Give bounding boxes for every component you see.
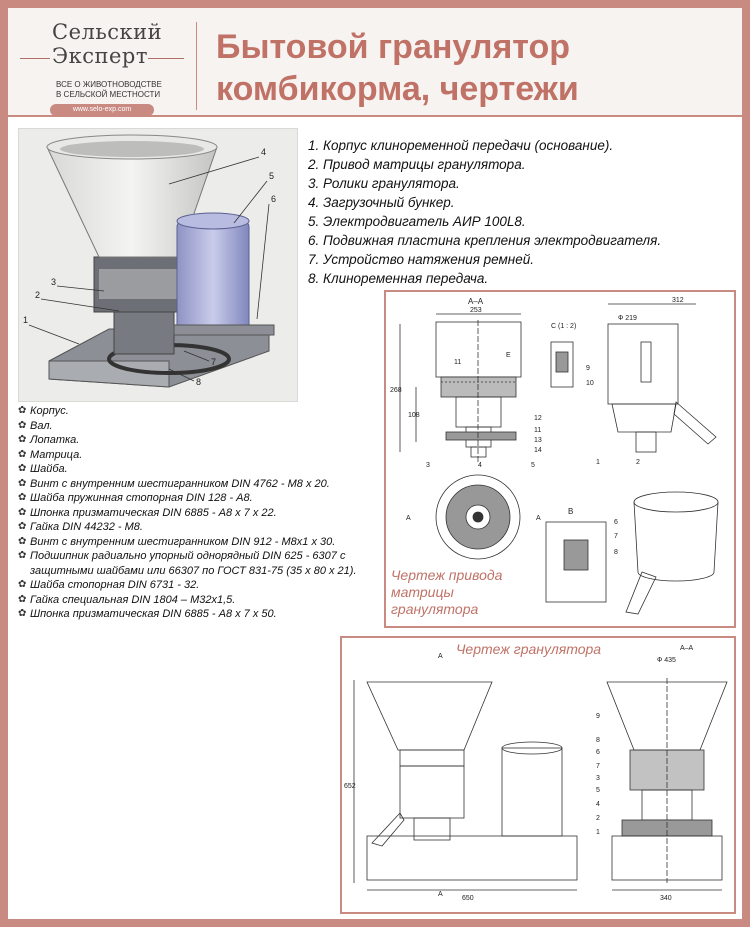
parts-item: ✿ Матрица. bbox=[18, 448, 378, 463]
drawing2-label-6: 6 bbox=[596, 749, 600, 756]
parts-item: ✿ Шайба. bbox=[18, 462, 378, 477]
legend-item: 7. Устройство натяжения ремней. bbox=[308, 252, 534, 267]
parts-item: ✿ Гайка специальная DIN 1804 – М32x1,5. bbox=[18, 593, 378, 608]
page-title: Бытовой гранулятор комбикорма, чертежи bbox=[216, 28, 579, 108]
photo-label-8: 8 bbox=[196, 377, 202, 387]
drawing1-label-10: 10 bbox=[586, 380, 594, 387]
drawing1-label-9: 9 bbox=[586, 365, 590, 372]
header-divider bbox=[196, 22, 197, 110]
drawing2-caption: Чертеж гранулятора bbox=[456, 641, 602, 657]
drawing2-label-7: 7 bbox=[596, 763, 600, 770]
parts-item: ✿ Шайба пружинная стопорная DIN 128 - А8. bbox=[18, 491, 378, 506]
photo-label-5: 5 bbox=[269, 171, 275, 181]
drawing2-label-a-top: А bbox=[438, 653, 443, 660]
logo-url: www.selo-exp.com bbox=[50, 104, 154, 116]
logo bbox=[20, 16, 190, 116]
drawing1-label-2: 2 bbox=[636, 459, 640, 466]
drawing1-label-3: 3 bbox=[426, 462, 430, 469]
drawing1-detail-c: С (1 : 2) bbox=[551, 323, 577, 330]
legend-item: 5. Электродвигатель АИР 100L8. bbox=[308, 214, 526, 229]
legend-item: 6. Подвижная пластина крепления электродвигателя. bbox=[308, 233, 662, 248]
legend-item: 3. Ролики гранулятора. bbox=[308, 176, 460, 191]
photo-label-1: 1 bbox=[23, 315, 29, 325]
logo-line1: Сельский bbox=[52, 20, 163, 44]
drawing1-label-13: 13 bbox=[534, 437, 542, 444]
drawing2-dim-435: Ф 435 bbox=[657, 657, 676, 664]
parts-item: ✿ Вал. bbox=[18, 419, 378, 434]
legend-item: 8. Клиноременная передача. bbox=[308, 271, 489, 286]
parts-list bbox=[18, 404, 378, 622]
parts-item: ✿ Корпус. bbox=[18, 404, 378, 419]
logo-rule-right bbox=[148, 58, 184, 59]
drawing2-label-9: 9 bbox=[596, 713, 600, 720]
drawing1-label-12: 12 bbox=[534, 415, 542, 422]
photo-label-3: 3 bbox=[51, 277, 57, 287]
drawing1-dim-108: 108 bbox=[408, 412, 420, 419]
drawing1-detail-b: В bbox=[568, 507, 574, 516]
parts-item: ✿ Гайка DIN 44232 - М8. bbox=[18, 520, 378, 535]
parts-item: ✿ Лопатка. bbox=[18, 433, 378, 448]
photo-label-2: 2 bbox=[35, 290, 41, 300]
photo-label-4: 4 bbox=[261, 147, 267, 157]
legend-item: 4. Загрузочный бункер. bbox=[308, 195, 455, 210]
parts-item: ✿ Шайба стопорная DIN 6731 - 32. bbox=[18, 578, 378, 593]
drawing1-caption: Чертеж привода матрицы гранулятора bbox=[391, 567, 503, 617]
photo-label-7: 7 bbox=[211, 357, 217, 367]
drawing1-dim-219: Ф 219 bbox=[618, 315, 637, 322]
drawing1-label-5: 5 bbox=[531, 462, 535, 469]
granulator-photo-illustration bbox=[19, 129, 297, 401]
parts-item: ✿ Подшипник радиально упорный однорядный DIN 625 - 6307 с защитными шайбами или 66307 по ГОСТ 831-75 (35 x 80 x 21). bbox=[18, 549, 378, 578]
drawing1-label-7: 7 bbox=[614, 533, 618, 540]
granulator-drawing-illustration bbox=[342, 638, 734, 912]
legend-item: 1. Корпус клиноременной передачи (основание). bbox=[308, 138, 614, 153]
logo-line2: Эксперт bbox=[52, 44, 148, 68]
drawing1-label-a-left: А bbox=[406, 515, 411, 522]
drawing2-dim-650: 650 bbox=[462, 895, 474, 902]
logo-tagline: ВСЕ О ЖИВОТНОВОДСТВЕ В СЕЛЬСКОЙ МЕСТНОСТИ bbox=[56, 80, 162, 99]
drawing1-label-4: 4 bbox=[478, 462, 482, 469]
drawing1-label-1: 1 bbox=[596, 459, 600, 466]
drawing1-label-11: 11 bbox=[534, 427, 542, 434]
drawing2-label-8: 8 bbox=[596, 737, 600, 744]
parts-item: ✿ Винт с внутренним шестигранником DIN 912 - М8x1 x 30. bbox=[18, 535, 378, 550]
legend-item: 2. Привод матрицы гранулятора. bbox=[308, 157, 526, 172]
drawing2-label-1: 1 bbox=[596, 829, 600, 836]
granulator-drawing bbox=[340, 636, 736, 914]
drawing1-label-11a: 11 bbox=[454, 359, 462, 366]
drawing2-section-label: А–А bbox=[680, 645, 694, 652]
granulator-photo bbox=[18, 128, 298, 402]
drawing2-label-4: 4 bbox=[596, 801, 600, 808]
drawing1-dim-312: 312 bbox=[672, 297, 684, 304]
drawing1-label-e: Е bbox=[506, 352, 511, 359]
drawing2-dim-340: 340 bbox=[660, 895, 672, 902]
logo-rule-left bbox=[20, 58, 50, 59]
drawing2-label-5: 5 bbox=[596, 787, 600, 794]
drawing2-label-3: 3 bbox=[596, 775, 600, 782]
drawing1-dim-268: 268 bbox=[390, 387, 402, 394]
drawing1-label-8: 8 bbox=[614, 549, 618, 556]
drawing1-label-14: 14 bbox=[534, 447, 542, 454]
drawing2-dim-652: 652 bbox=[344, 783, 356, 790]
drawing1-dim-253: 253 bbox=[470, 307, 482, 314]
drawing1-label-6: 6 bbox=[614, 519, 618, 526]
drawing2-label-2: 2 bbox=[596, 815, 600, 822]
header bbox=[8, 8, 742, 117]
photo-label-6: 6 bbox=[271, 194, 277, 204]
parts-item: ✿ Шпонка призматическая DIN 6885 - А8 x 7 x 50. bbox=[18, 607, 378, 622]
parts-item: ✿ Шпонка призматическая DIN 6885 - А8 x 7 x 22. bbox=[18, 506, 378, 521]
parts-item: ✿ Винт с внутренним шестигранником DIN 4762 - М8 x 20. bbox=[18, 477, 378, 492]
drawing2-label-a-bottom: А bbox=[438, 891, 443, 898]
components-legend bbox=[308, 136, 738, 288]
drawing1-label-a-right: А bbox=[536, 515, 541, 522]
drawing1-section-label: А–А bbox=[468, 297, 484, 306]
